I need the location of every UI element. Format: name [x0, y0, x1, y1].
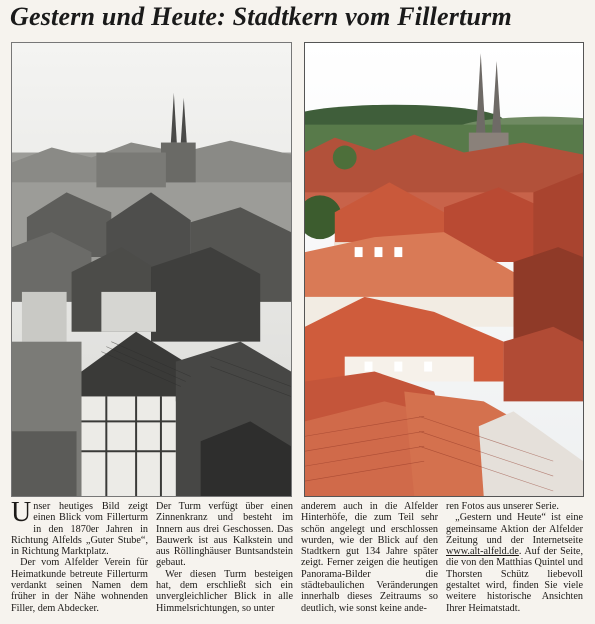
paragraph [446, 512, 583, 614]
paragraph: Der Turm verfügt über einen Zinnenkranz und besteht im Innern aus drei Geschossen. Das Bauwerk ist aus Kalkstein und aus Röllinghäuser Buntsandstein gebaut. [156, 501, 293, 569]
article-column-2 [156, 501, 293, 621]
paragraph: ren Fotos aus unserer Serie. [446, 501, 559, 512]
paragraph: Der vom Alfelder Verein für Heimatkunde betreute Fillerturm verdankt seinen Namen dem früher in der Nähe wohnenden Filler, dem Abdecker. [11, 557, 148, 614]
paragraph-text: . Auf der Seite, die von den Matthias Quintel und Thorsten Schütz liebevoll gestaltet wird, finden Sie viele weitere historische Ansichten Ihrer Heimatstadt. [446, 546, 583, 614]
modern-rooftops-image [305, 43, 583, 496]
paragraph: anderem auch in die Alfelder Hinterhöfe, die zum Teil sehr schön angelegt und erschlossen wurden, wie der Blick auf den Stadtkern gut 134 Jahre später zeigt. Ferner zeigen die heutigen Panorama-Bilder die städtebaulichen Veränderungen innerhalb dieses Zeitraums so deutlich, wie sonst keine ande- [301, 501, 438, 614]
paragraph: Wer diesen Turm besteigen hat, dem erschließt sich ein unvergleichlicher Blick in alle Himmelsrichtungen, so unter [156, 568, 293, 614]
paragraph [11, 501, 148, 557]
paragraph-text: nser heutiges Bild zeigt einen Blick vom Fillerturm in den 1870er Jahren in Richtung Alfelds „Guter Stube“, in Richtung Marktplatz. [11, 501, 148, 558]
paragraph-text: „Gestern und Heute“ ist eine gemeinsame Aktion der Alfelder Zeitung und der Internetseite [446, 512, 583, 546]
dropcap: U [11, 501, 32, 528]
modern-photo [304, 42, 584, 497]
headline: Gestern und Heute: Stadtkern vom Fillerturm [10, 2, 512, 31]
historic-photo [11, 42, 292, 497]
article-column-3 [301, 501, 438, 621]
article-columns [11, 501, 586, 621]
article-column-1 [11, 501, 148, 621]
article-column-4 [446, 501, 583, 621]
historic-rooftops-image [12, 43, 291, 496]
website-link[interactable]: www.alt-alfeld.de [446, 546, 519, 558]
